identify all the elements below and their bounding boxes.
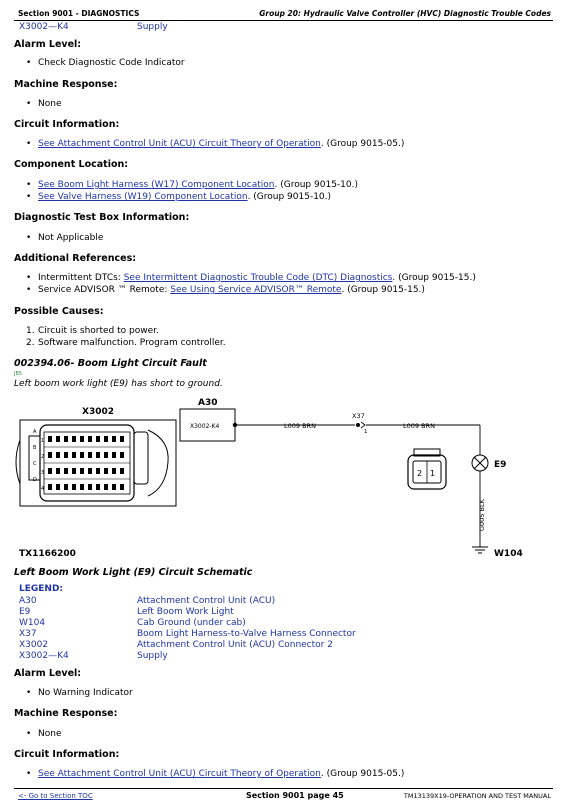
x3002-row-a: A xyxy=(33,429,37,435)
top-legend-code: X3002—K4 xyxy=(19,22,69,32)
x3002-lock-lever xyxy=(148,430,168,496)
fault-title: 002394.06- Boom Light Circuit Fault xyxy=(14,358,207,369)
cause-item-1: 1. Circuit is shorted to power. xyxy=(26,326,159,336)
x37-label: X37 xyxy=(352,412,365,420)
legend-code: A30 xyxy=(19,596,37,606)
go-to-toc-link[interactable]: <- Go to Section TOC xyxy=(18,792,93,800)
legend-code: X3002—K4 xyxy=(19,651,69,661)
x37-arrow xyxy=(361,422,365,428)
intermittent-dtc-link[interactable]: See Intermittent Diagnostic Trouble Code (DTC) Diagnostics xyxy=(123,273,393,283)
x3002-col-2: 2 xyxy=(41,454,45,460)
page-footer xyxy=(14,788,553,803)
x3002-right-latch xyxy=(134,432,148,484)
circuit-theory-link-2[interactable]: See Attachment Control Unit (ACU) Circuit Theory of Operation xyxy=(38,769,321,779)
fault-description: Left boom work light (E9) has short to ground. xyxy=(14,379,223,389)
machine-response-heading: Machine Response: xyxy=(14,79,118,90)
additional-references-heading: Additional References: xyxy=(14,253,137,264)
circuit-info-heading: Circuit Information: xyxy=(14,119,120,130)
circuit-info-item-2: • See Attachment Control Unit (ACU) Circuit Theory of Operation. (Group 9015-05.) xyxy=(26,769,405,779)
cause-item-2: 2. Software malfunction. Program controller. xyxy=(26,338,226,348)
legend-code: X37 xyxy=(19,629,37,639)
page-number: Section 9001 page 45 xyxy=(246,791,344,800)
legend-code: E9 xyxy=(19,607,31,617)
section-label: Section 9001 - DIAGNOSTICS xyxy=(18,9,140,18)
circuit-theory-link[interactable]: See Attachment Control Unit (ACU) Circuit Theory of Operation xyxy=(38,139,321,149)
schematic-caption: Left Boom Work Light (E9) Circuit Schematic xyxy=(14,567,253,578)
x37-pin-1: 1 xyxy=(430,469,436,478)
alarm-level-heading: Alarm Level: xyxy=(14,39,82,50)
a30-pin-label: X3002-K4 xyxy=(190,423,220,430)
w104-label: W104 xyxy=(494,549,523,559)
machine-response-heading-2: Machine Response: xyxy=(14,708,118,719)
x3002-label: X3002 xyxy=(82,407,114,417)
x3002-col-3: 3 xyxy=(41,470,45,476)
test-box-heading: Diagnostic Test Box Information: xyxy=(14,212,190,223)
x3002-pin-grid xyxy=(44,432,130,494)
top-legend-desc: Supply xyxy=(137,22,168,32)
legend-code: X3002 xyxy=(19,640,49,650)
ground-wire-label: G005 BLK xyxy=(478,499,486,531)
legend-desc: Left Boom Work Light xyxy=(137,607,234,617)
machine-response-item: • None xyxy=(26,99,62,109)
x3002-col-4: 4 xyxy=(41,486,45,492)
a30-label: A30 xyxy=(198,398,218,408)
alarm-level-item-2: • No Warning Indicator xyxy=(26,688,133,698)
x3002-row-d: D xyxy=(33,477,37,483)
x3002-left-edge xyxy=(16,440,20,484)
wire-l009-1-label: L009 BRN xyxy=(284,422,316,430)
legend-title: LEGEND: xyxy=(19,584,64,594)
group-label: Group 20: Hydraulic Valve Controller (HVC) Diagnostic Trouble Codes xyxy=(259,9,551,18)
test-box-item: • Not Applicable xyxy=(26,233,104,243)
x37-pin-number: 1 xyxy=(364,429,368,435)
alarm-level-heading-2: Alarm Level: xyxy=(14,668,82,679)
machine-response-item-2: • None xyxy=(26,729,62,739)
legend-desc: Attachment Control Unit (ACU) xyxy=(137,596,276,606)
possible-causes-heading: Possible Causes: xyxy=(14,306,104,317)
legend-desc: Attachment Control Unit (ACU) Connector 2 xyxy=(137,640,333,650)
service-advisor-link[interactable]: See Using Service ADVISOR™ Remote xyxy=(170,285,342,295)
fault-tag: JB5 xyxy=(14,371,23,377)
component-location-heading: Component Location: xyxy=(14,159,129,170)
e9-label: E9 xyxy=(494,460,507,470)
reference-item-1: • Intermittent DTCs: See Intermittent Diagnostic Trouble Code (DTC) Diagnostics. (Group 9015-15.) xyxy=(26,273,476,283)
legend-desc: Supply xyxy=(137,651,168,661)
figure-reference: TX1166200 xyxy=(19,549,76,559)
x3002-col-1: 1 xyxy=(41,438,45,444)
x3002-row-c: C xyxy=(33,461,37,467)
x37-pin-2: 2 xyxy=(417,469,423,478)
x3002-left-latch xyxy=(29,436,40,480)
boom-light-harness-link[interactable]: See Boom Light Harness (W17) Component Location xyxy=(38,180,275,190)
legend-desc: Boom Light Harness-to-Valve Harness Connector xyxy=(137,629,356,639)
circuit-info-heading-2: Circuit Information: xyxy=(14,749,120,760)
reference-item-2: • Service ADVISOR ™ Remote: See Using Service ADVISOR™ Remote. (Group 9015-15.) xyxy=(26,285,425,295)
component-location-item-1: • See Boom Light Harness (W17) Component Location. (Group 9015-10.) xyxy=(26,180,358,190)
legend-desc: Cab Ground (under cab) xyxy=(137,618,246,628)
circuit-info-item: • See Attachment Control Unit (ACU) Circuit Theory of Operation. (Group 9015-05.) xyxy=(26,139,405,149)
wire-l009-2-label: L009 BRN xyxy=(403,422,435,430)
legend-code: W104 xyxy=(19,618,46,628)
component-location-item-2: • See Valve Harness (W19) Component Location. (Group 9015-10.) xyxy=(26,192,332,202)
a30-pin-dot xyxy=(233,423,237,427)
x37-pin-dot xyxy=(356,423,360,427)
manual-title: TM13139X19-OPERATION AND TEST MANUAL xyxy=(403,792,551,800)
valve-harness-link[interactable]: See Valve Harness (W19) Component Location xyxy=(38,192,248,202)
alarm-level-item: • Check Diagnostic Code Indicator xyxy=(26,58,185,68)
x3002-row-b: B xyxy=(33,445,37,451)
